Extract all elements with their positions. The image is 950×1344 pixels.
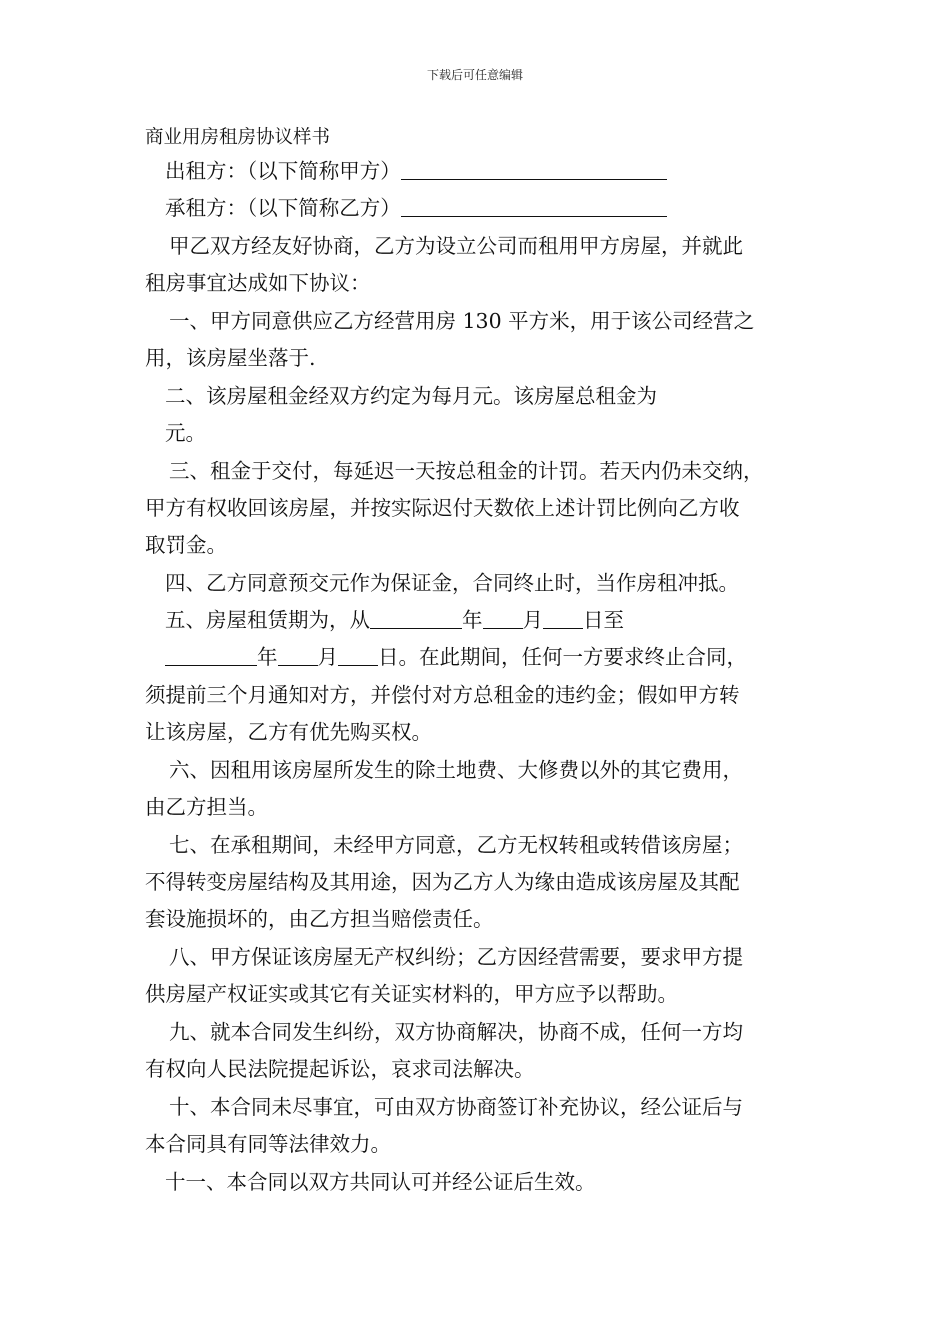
start-year-label: 年 (462, 608, 483, 632)
end-month-blank (278, 639, 318, 666)
start-year-blank (370, 602, 462, 629)
lessee-label: 承租方：（以下简称乙方） (165, 196, 401, 220)
clause-5-line-1 (165, 602, 624, 639)
clause-11-line-1: 十一、本合同以双方共同认可并经公证后生效。 (165, 1170, 596, 1194)
start-day-blank (543, 602, 583, 629)
intro-line-1: 甲乙双方经友好协商，乙方为设立公司而租用甲方房屋，并就此 (169, 234, 743, 258)
clause-5-line-3: 须提前三个月通知对方，并偿付对方总租金的违约金；假如甲方转 (145, 683, 740, 707)
clause-2-line-1: 二、该房屋租金经双方约定为每月元。该房屋总租金为 (165, 384, 657, 408)
clause-8-line-2: 供房屋产权证实或其它有关证实材料的，甲方应予以帮助。 (145, 982, 678, 1006)
clause-8-line-1: 八、甲方保证该房屋无产权纠纷；乙方因经营需要，要求甲方提 (169, 945, 743, 969)
end-day-blank (338, 639, 378, 666)
clause-5-text: 五、房屋租赁期为，从 (165, 608, 370, 632)
clause-5-line-4: 让该房屋，乙方有优先购买权。 (145, 720, 432, 744)
lessee-line (165, 190, 667, 227)
start-month-label: 月 (522, 608, 543, 632)
lessee-blank (401, 190, 667, 217)
page-header: 下载后可任意编辑 (426, 68, 523, 82)
intro-line-2: 租房事宜达成如下协议： (145, 271, 371, 295)
lessor-line (165, 153, 667, 190)
clause-9-line-2: 有权向人民法院提起诉讼，哀求司法解决。 (145, 1057, 535, 1081)
clause-7-line-1: 七、在承租期间，未经甲方同意，乙方无权转租或转借该房屋； (169, 833, 743, 857)
clause-6-line-2: 由乙方担当。 (145, 795, 268, 819)
start-day-label: 日至 (583, 608, 624, 632)
clause-1-line-2: 用，该房屋坐落于. (145, 346, 316, 370)
clause-5-text-2: 日。在此期间，任何一方要求终止合同， (378, 645, 747, 669)
end-month-label: 月 (317, 645, 338, 669)
clause-6-line-1: 六、因租用该房屋所发生的除土地费、大修费以外的其它费用， (169, 758, 743, 782)
end-year-label: 年 (257, 645, 278, 669)
clause-9-line-1: 九、就本合同发生纠纷，双方协商解决，协商不成，任何一方均 (169, 1020, 743, 1044)
clause-10-line-2: 本合同具有同等法律效力。 (145, 1132, 391, 1156)
clause-10-line-1: 十、本合同未尽事宜，可由双方协商签订补充协议，经公证后与 (169, 1095, 743, 1119)
start-month-blank (483, 602, 523, 629)
clause-7-line-2: 不得转变房屋结构及其用途，因为乙方人为缘由造成该房屋及其配 (145, 870, 740, 894)
clause-3-line-3: 取罚金。 (145, 533, 227, 557)
clause-3-line-2: 甲方有权收回该房屋，并按实际迟付天数依上述计罚比例向乙方收 (145, 496, 740, 520)
clause-1-line-1: 一、甲方同意供应乙方经营用房 130 平方米，用于该公司经营之 (169, 309, 755, 333)
clause-4-line-1: 四、乙方同意预交元作为保证金，合同终止时，当作房租冲抵。 (165, 571, 739, 595)
lessor-label: 出租方：（以下简称甲方） (165, 159, 401, 183)
clause-5-line-2 (165, 639, 747, 676)
document-title: 商业用房租房协议样书 (145, 127, 331, 148)
end-year-blank (165, 639, 257, 666)
clause-7-line-3: 套设施损坏的，由乙方担当赔偿责任。 (145, 907, 494, 931)
clause-2-line-2: 元。 (165, 421, 206, 445)
clause-3-line-1: 三、租金于交付，每延迟一天按总租金的计罚。若天内仍未交纳， (169, 459, 764, 483)
lessor-blank (401, 153, 667, 180)
